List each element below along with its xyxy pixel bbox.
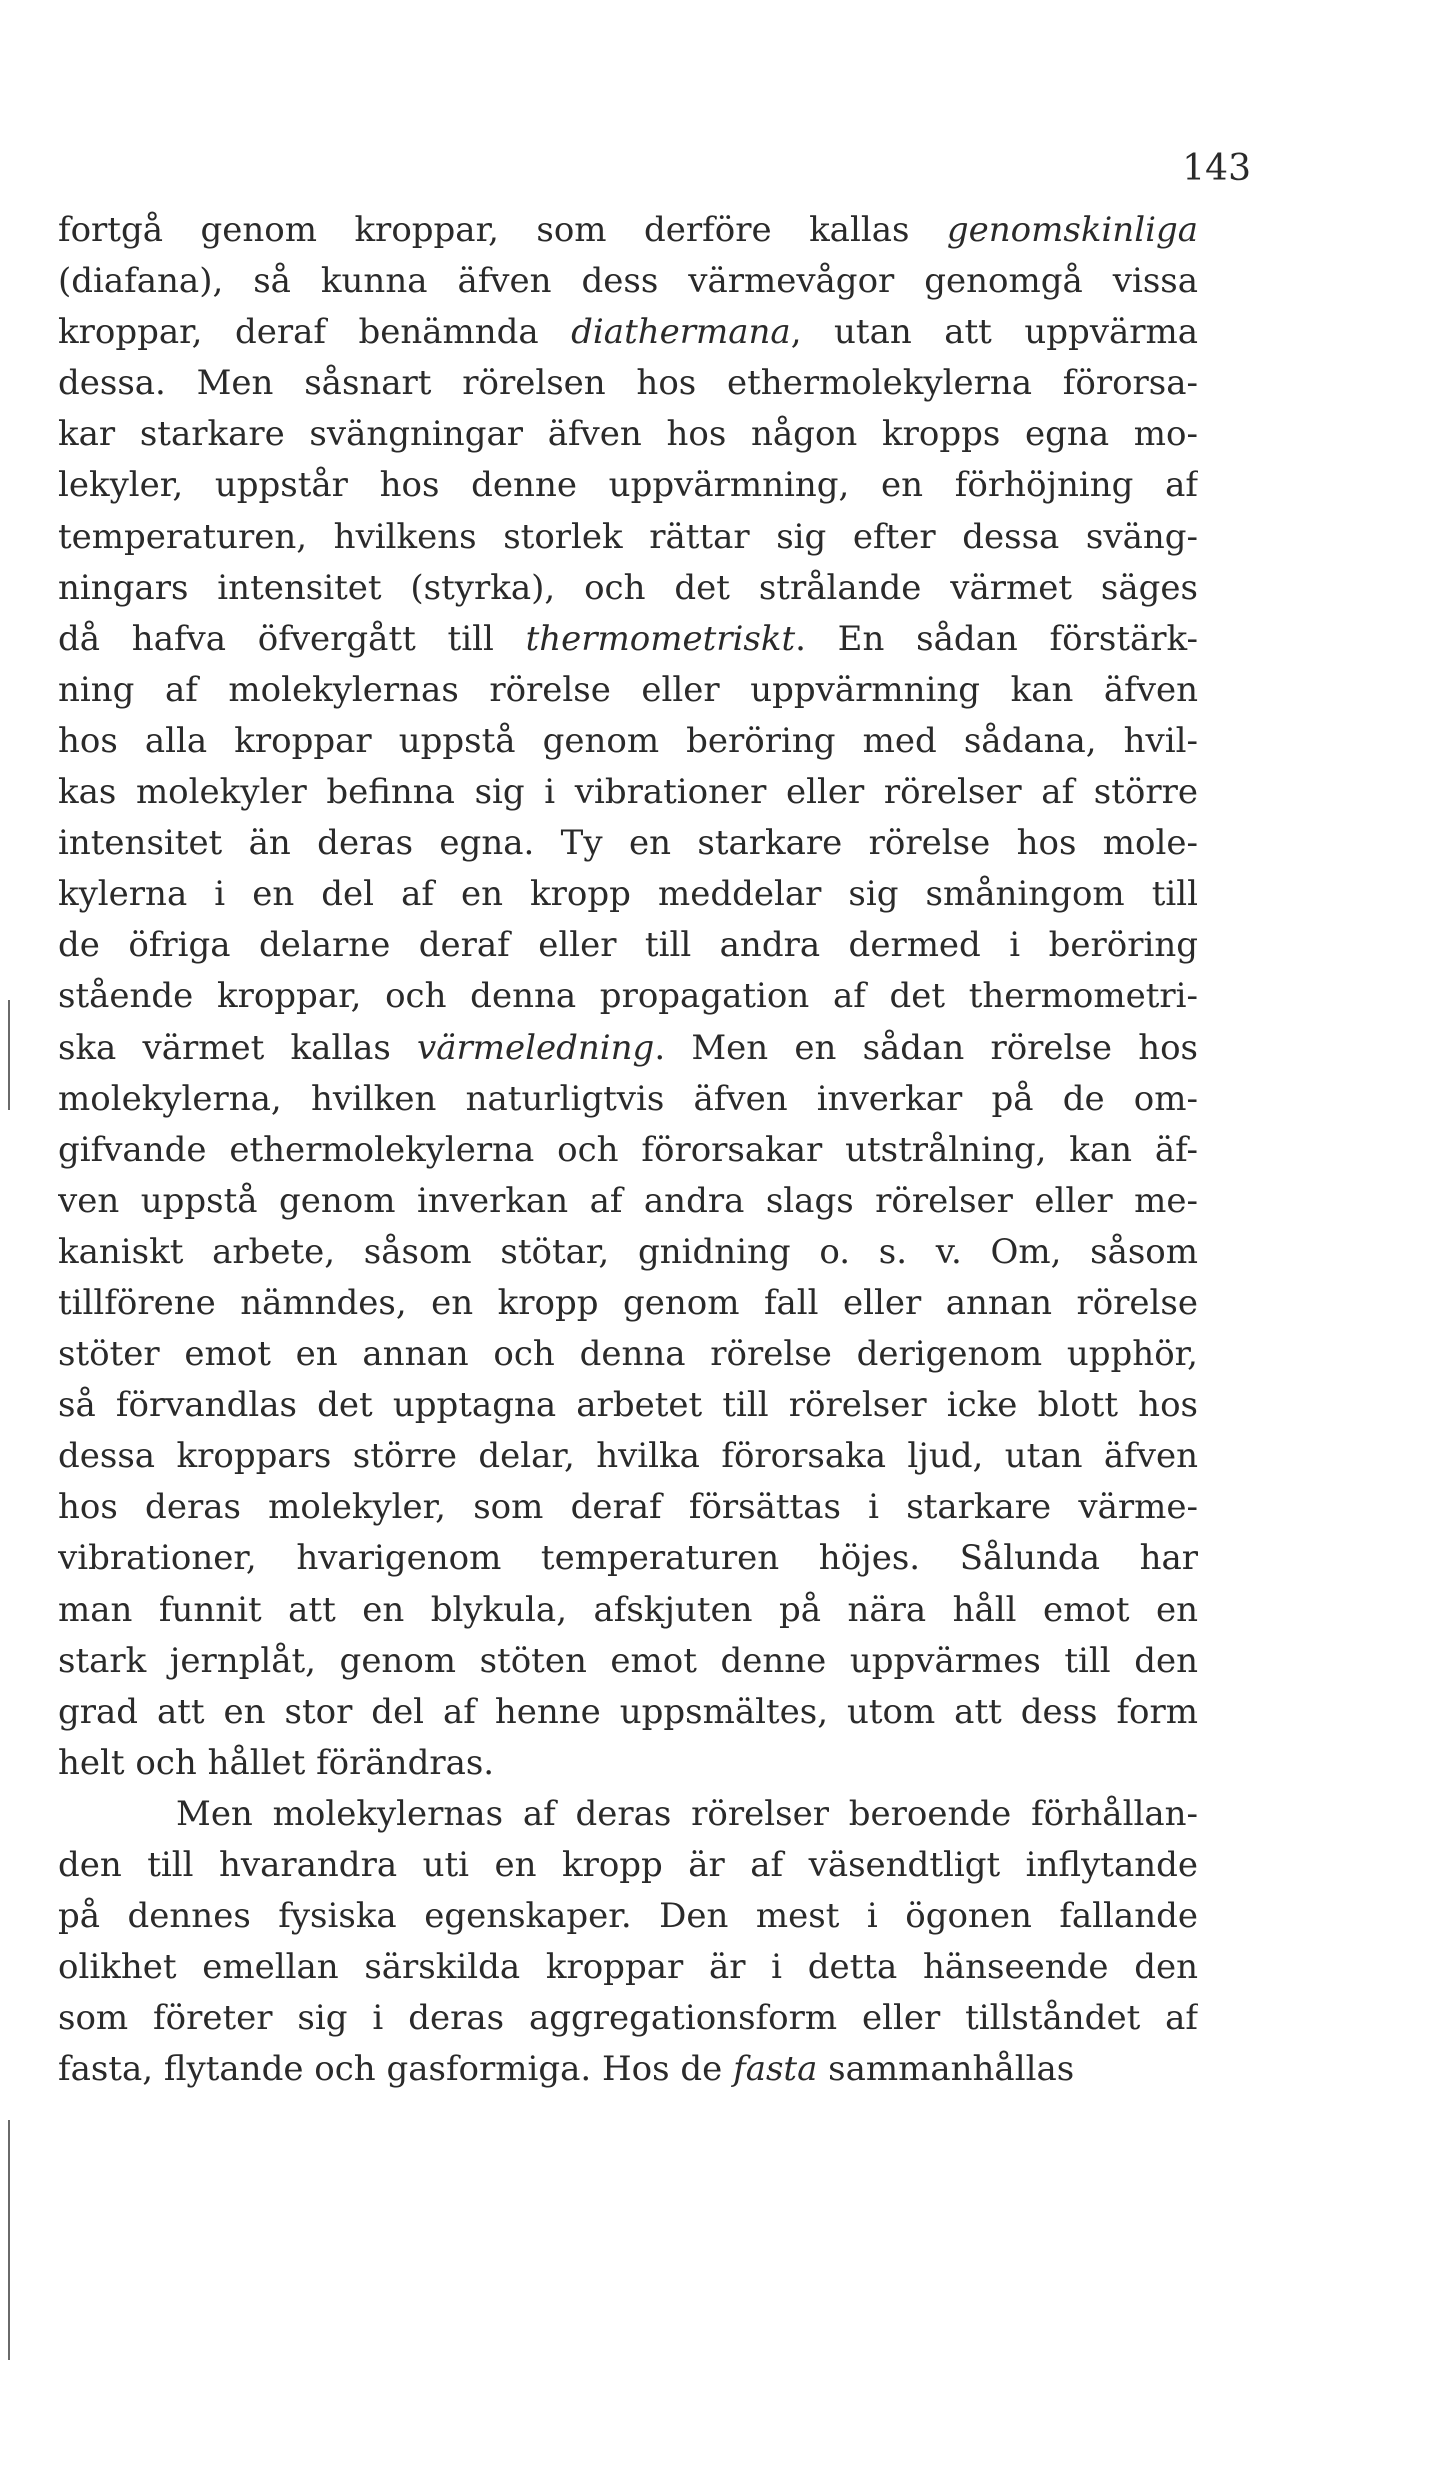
text-line	[58, 1585, 1198, 1636]
text-segment: grad att en stor del af henne uppsmältes, utom att dess form	[58, 1691, 1198, 1732]
text-line	[58, 614, 1198, 665]
text-line	[58, 1227, 1198, 1278]
text-segment: gifvande ethermolekylerna och förorsakar utstrålning, kan äf-	[58, 1129, 1198, 1170]
text-line	[58, 1125, 1198, 1176]
text-segment: olikhet emellan särskilda kroppar är i detta hänseende den	[58, 1947, 1198, 1988]
text-line	[58, 767, 1198, 818]
text-segment: Men molekylernas af deras rörelser beroende förhållan-	[176, 1793, 1198, 1834]
text-line	[58, 1993, 1198, 2044]
text-segment: stark jernplåt, genom stöten emot denne uppvärmes till den	[58, 1640, 1198, 1681]
text-segment: som företer sig i deras aggregationsform eller tillståndet af	[58, 1998, 1198, 2039]
text-segment: de öfriga delarne deraf eller till andra dermed i beröring	[58, 925, 1198, 966]
text-segment: så förvandlas det upptagna arbetet till rörelser icke blott hos	[58, 1385, 1198, 1426]
text-line	[58, 307, 1198, 358]
text-line	[58, 818, 1198, 869]
text-segment: helt och hållet förändras.	[58, 1742, 495, 1783]
text-segment: stående kroppar, och denna propagation af det thermometri-	[58, 976, 1198, 1017]
gutter-mark	[8, 1000, 10, 1110]
text-line	[58, 205, 1198, 256]
text-line	[58, 716, 1198, 767]
text-segment: kylerna i en del af en kropp meddelar sig småningom till	[58, 874, 1198, 915]
text-segment: ven uppstå genom inverkan af andra slags rörelser eller me-	[58, 1180, 1198, 1221]
italic-term: thermometriskt	[525, 618, 796, 659]
text-segment: dessa. Men såsnart rörelsen hos ethermolekylerna förorsa-	[58, 363, 1198, 404]
text-line	[58, 1789, 1198, 1840]
italic-term: diathermana	[571, 312, 791, 353]
text-line	[58, 665, 1198, 716]
text-line	[58, 409, 1198, 460]
italic-term: värmeledning	[417, 1027, 655, 1068]
text-line	[58, 1687, 1198, 1738]
text-segment: fortgå genom kroppar, som derföre kallas	[58, 210, 947, 250]
text-line	[58, 1636, 1198, 1687]
text-line	[58, 1380, 1198, 1431]
text-line	[58, 1891, 1198, 1942]
text-segment: hos alla kroppar uppstå genom beröring med sådana, hvil-	[58, 720, 1198, 761]
text-segment: , utan att uppvärma	[790, 312, 1198, 353]
text-segment: ning af molekylernas rörelse eller uppvärmning kan äfven	[58, 669, 1198, 710]
text-line	[58, 1431, 1198, 1482]
text-line	[58, 256, 1198, 307]
text-segment: på dennes fysiska egenskaper. Den mest i ögonen fallande	[58, 1896, 1198, 1937]
text-line	[58, 920, 1198, 971]
text-segment: (diafana), så kunna äfven dess värmevågor genomgå vissa	[58, 261, 1198, 302]
text-line	[58, 1738, 1198, 1789]
text-segment: den till hvarandra uti en kropp är af väsendtligt inflytande	[58, 1845, 1198, 1885]
text-line	[58, 2044, 1198, 2095]
text-segment: molekylerna, hvilken naturligtvis äfven inverkar på de om-	[58, 1078, 1198, 1119]
text-segment: temperaturen, hvilkens storlek rättar sig efter dessa sväng-	[58, 516, 1198, 557]
text-segment: ningars intensitet (styrka), och det strålande värmet säges	[58, 567, 1198, 608]
text-segment: kar starkare svängningar äfven hos någon kropps egna mo-	[58, 414, 1198, 455]
text-segment: man funnit att en blykula, afskjuten på nära håll emot en	[58, 1589, 1198, 1630]
text-line	[58, 1278, 1198, 1329]
text-segment: stöter emot en annan och denna rörelse derigenom upphör,	[58, 1334, 1198, 1375]
text-segment: tillförene nämndes, en kropp genom fall eller annan rörelse	[58, 1282, 1198, 1323]
text-line	[58, 1329, 1198, 1380]
text-line	[58, 1023, 1198, 1074]
body-text	[58, 205, 1198, 2095]
text-segment: kroppar, deraf benämnda	[58, 312, 572, 353]
text-segment: fasta, flytande och gasformiga. Hos de	[58, 2049, 734, 2090]
text-segment: vibrationer, hvarigenom temperaturen höjes. Sålunda har	[58, 1538, 1198, 1579]
text-line	[58, 1942, 1198, 1993]
italic-term: fasta	[733, 2049, 818, 2090]
text-segment: kas molekyler befinna sig i vibrationer eller rörelser af större	[58, 772, 1198, 813]
text-line	[58, 1482, 1198, 1533]
text-line	[58, 1074, 1198, 1125]
text-line	[58, 971, 1198, 1022]
text-line	[58, 869, 1198, 920]
text-segment: kaniskt arbete, såsom stötar, gnidning o. s. v. Om, såsom	[58, 1231, 1198, 1272]
text-segment: ska värmet kallas	[58, 1027, 418, 1068]
text-line	[58, 1176, 1198, 1227]
text-segment: . Men en sådan rörelse hos	[654, 1027, 1198, 1068]
text-segment: sammanhållas	[817, 2049, 1075, 2090]
text-line	[58, 1840, 1198, 1891]
text-line	[58, 358, 1198, 409]
text-segment: . En sådan förstärk-	[795, 618, 1198, 659]
text-line	[58, 563, 1198, 614]
text-segment: intensitet än deras egna. Ty en starkare rörelse hos mole-	[58, 823, 1198, 864]
italic-term: genomskinliga	[946, 210, 1198, 250]
gutter-mark	[8, 2120, 10, 2360]
text-segment: hos deras molekyler, som deraf försättas i starkare värme-	[58, 1487, 1198, 1528]
text-line	[58, 512, 1198, 563]
text-line	[58, 1533, 1198, 1584]
text-segment: då hafva öfvergått till	[58, 618, 526, 659]
page-number: 143	[1182, 148, 1251, 189]
text-line	[58, 460, 1198, 511]
text-segment: lekyler, uppstår hos denne uppvärmning, en förhöjning af	[58, 465, 1198, 506]
text-segment: dessa kroppars större delar, hvilka förorsaka ljud, utan äfven	[58, 1436, 1198, 1477]
